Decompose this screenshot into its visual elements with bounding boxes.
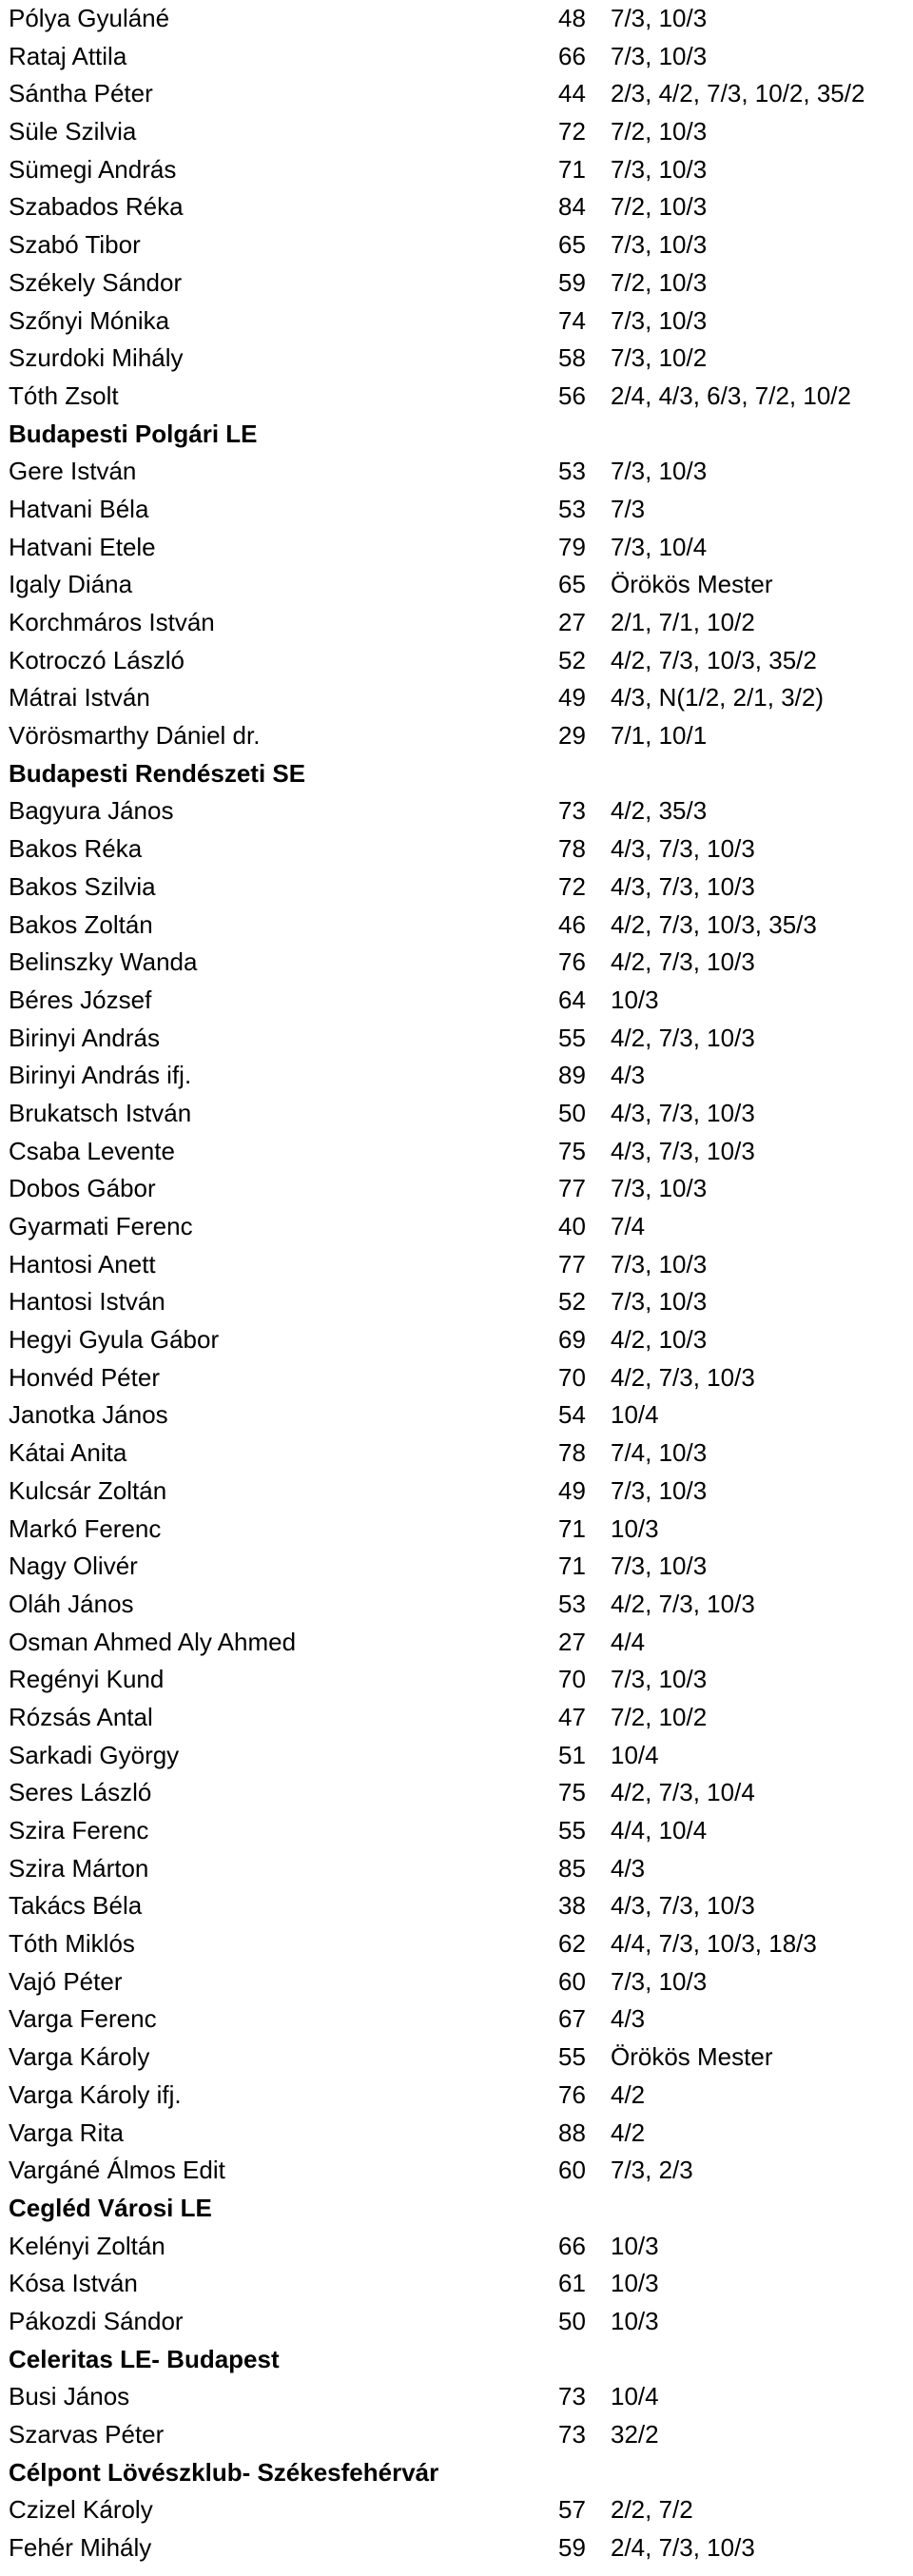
member-age: 70 bbox=[558, 1362, 586, 1392]
club-name: Budapesti Rendészeti SE bbox=[9, 758, 306, 788]
member-name: Tóth Miklós bbox=[9, 1929, 135, 1959]
member-age: 67 bbox=[558, 2004, 586, 2034]
member-row bbox=[0, 2039, 913, 2077]
member-row bbox=[0, 1774, 913, 1812]
member-row bbox=[0, 2529, 913, 2567]
member-age: 88 bbox=[558, 2117, 586, 2147]
member-row bbox=[0, 1095, 913, 1133]
member-codes: 7/2, 10/3 bbox=[611, 117, 708, 146]
member-name: Oláh János bbox=[9, 1589, 134, 1618]
member-row bbox=[0, 642, 913, 680]
member-codes: 4/3 bbox=[611, 1853, 646, 1883]
club-heading bbox=[0, 416, 913, 454]
member-name: Szarvas Péter bbox=[9, 2420, 165, 2449]
member-age: 78 bbox=[558, 834, 586, 864]
member-row bbox=[0, 1699, 913, 1737]
member-row bbox=[0, 2077, 913, 2115]
member-row bbox=[0, 907, 913, 945]
member-age: 77 bbox=[558, 1174, 586, 1203]
member-age: 84 bbox=[558, 192, 586, 222]
member-age: 50 bbox=[558, 1098, 586, 1127]
member-age: 62 bbox=[558, 1929, 586, 1959]
member-row bbox=[0, 1812, 913, 1850]
member-age: 47 bbox=[558, 1702, 586, 1731]
member-codes: 4/3 bbox=[611, 2004, 646, 2034]
member-codes: 7/3, 10/3 bbox=[611, 1287, 708, 1317]
member-row bbox=[0, 378, 913, 416]
member-name: Kósa István bbox=[9, 2269, 138, 2298]
member-age: 60 bbox=[558, 2156, 586, 2185]
member-codes: 4/2, 35/3 bbox=[611, 796, 708, 826]
member-name: Janotka János bbox=[9, 1400, 168, 1430]
member-row bbox=[0, 1737, 913, 1775]
member-codes: 7/3, 10/3 bbox=[611, 1665, 708, 1694]
member-name: Gere István bbox=[9, 457, 137, 486]
member-name: Fehér Mihály bbox=[9, 2533, 152, 2563]
member-row bbox=[0, 2115, 913, 2153]
member-codes: 7/3 bbox=[611, 494, 646, 523]
member-row bbox=[0, 1963, 913, 2001]
member-name: Szurdoki Mihály bbox=[9, 343, 184, 373]
member-name: Birinyi András bbox=[9, 1023, 160, 1052]
member-codes: 7/3, 10/3 bbox=[611, 1966, 708, 1996]
member-codes: 7/3, 10/3 bbox=[611, 1475, 708, 1505]
member-codes: 10/4 bbox=[611, 1400, 659, 1430]
member-name: Rataj Attila bbox=[9, 41, 127, 70]
member-name: Bakos Szilvia bbox=[9, 871, 156, 901]
member-row bbox=[0, 113, 913, 151]
member-codes: 2/1, 7/1, 10/2 bbox=[611, 608, 755, 636]
member-age: 54 bbox=[558, 1400, 586, 1430]
member-name: Igaly Diána bbox=[9, 570, 133, 599]
member-name: Pólya Gyuláné bbox=[9, 4, 170, 32]
member-row bbox=[0, 830, 913, 868]
member-age: 65 bbox=[558, 230, 586, 260]
member-age: 44 bbox=[558, 79, 586, 108]
member-row bbox=[0, 2303, 913, 2341]
member-name: Hatvani Etele bbox=[9, 532, 156, 561]
member-name: Osman Ahmed Aly Ahmed bbox=[9, 1627, 297, 1656]
member-codes: 4/3, 7/3, 10/3 bbox=[611, 834, 755, 864]
member-row bbox=[0, 717, 913, 755]
member-age: 52 bbox=[558, 645, 586, 674]
member-name: Vargáné Álmos Edit bbox=[9, 2156, 225, 2185]
member-name: Szira Ferenc bbox=[9, 1816, 149, 1844]
member-codes: 10/3 bbox=[611, 1513, 659, 1543]
member-codes: Örökös Mester bbox=[611, 570, 773, 599]
member-row bbox=[0, 151, 913, 189]
member-codes: 7/3, 10/3 bbox=[611, 1174, 708, 1203]
member-age: 72 bbox=[558, 117, 586, 146]
member-row bbox=[0, 1850, 913, 1888]
member-age: 58 bbox=[558, 343, 586, 373]
member-age: 71 bbox=[558, 154, 586, 184]
member-codes: 2/4, 4/3, 6/3, 7/2, 10/2 bbox=[611, 381, 851, 410]
member-codes: 4/3, 7/3, 10/3 bbox=[611, 1891, 755, 1921]
member-codes: 4/2, 7/3, 10/3 bbox=[611, 1023, 755, 1052]
member-name: Sántha Péter bbox=[9, 79, 153, 108]
member-age: 89 bbox=[558, 1061, 586, 1090]
member-codes: 10/3 bbox=[611, 2306, 659, 2335]
member-row bbox=[0, 38, 913, 76]
member-name: Takács Béla bbox=[9, 1891, 143, 1921]
member-codes: 7/3, 10/3 bbox=[611, 1249, 708, 1278]
member-row bbox=[0, 1473, 913, 1511]
member-name: Rózsás Antal bbox=[9, 1702, 153, 1731]
member-codes: 4/3, N(1/2, 2/1, 3/2) bbox=[611, 683, 825, 712]
member-codes: 4/4 bbox=[611, 1627, 646, 1656]
club-name: Budapesti Polgári LE bbox=[9, 419, 258, 448]
club-heading bbox=[0, 2454, 913, 2492]
member-age: 48 bbox=[558, 4, 586, 32]
member-name: Belinszky Wanda bbox=[9, 947, 198, 977]
member-name: Dobos Gábor bbox=[9, 1174, 156, 1203]
member-codes: 4/3 bbox=[611, 1061, 646, 1090]
member-codes: 4/2, 7/3, 10/4 bbox=[611, 1778, 755, 1807]
member-name: Bakos Zoltán bbox=[9, 909, 153, 939]
member-name: Birinyi András ifj. bbox=[9, 1061, 192, 1090]
member-name: Bagyura János bbox=[9, 796, 174, 826]
member-age: 51 bbox=[558, 1740, 586, 1769]
member-name: Varga Károly bbox=[9, 2042, 150, 2072]
member-row bbox=[0, 302, 913, 341]
member-age: 69 bbox=[558, 1325, 586, 1355]
member-codes: 2/4, 7/3, 10/3 bbox=[611, 2533, 755, 2563]
member-age: 55 bbox=[558, 1816, 586, 1844]
member-name: Hegyi Gyula Gábor bbox=[9, 1325, 220, 1355]
member-age: 85 bbox=[558, 1853, 586, 1883]
member-codes: 4/2, 10/3 bbox=[611, 1325, 708, 1355]
member-age: 64 bbox=[558, 985, 586, 1014]
member-name: Busi János bbox=[9, 2382, 130, 2411]
member-row bbox=[0, 264, 913, 302]
member-age: 79 bbox=[558, 532, 586, 561]
club-heading bbox=[0, 2341, 913, 2379]
member-name: Hantosi István bbox=[9, 1287, 165, 1317]
member-row bbox=[0, 2378, 913, 2416]
member-row bbox=[0, 1020, 913, 1058]
member-name: Kátai Anita bbox=[9, 1438, 127, 1468]
member-codes: 10/3 bbox=[611, 985, 659, 1014]
member-name: Bakos Réka bbox=[9, 834, 143, 864]
member-age: 60 bbox=[558, 1966, 586, 1996]
member-name: Mátrai István bbox=[9, 683, 150, 712]
member-age: 53 bbox=[558, 1589, 586, 1618]
member-codes: 10/3 bbox=[611, 2231, 659, 2260]
member-row bbox=[0, 1887, 913, 1925]
member-codes: 7/3, 10/3 bbox=[611, 41, 708, 70]
member-age: 72 bbox=[558, 871, 586, 901]
member-row bbox=[0, 1283, 913, 1321]
member-name: Kelényi Zoltán bbox=[9, 2231, 165, 2260]
member-name: Varga Ferenc bbox=[9, 2004, 157, 2034]
member-codes: 4/2, 7/3, 10/3 bbox=[611, 947, 755, 977]
member-row bbox=[0, 944, 913, 982]
member-codes: 4/2, 7/3, 10/3, 35/3 bbox=[611, 909, 817, 939]
member-age: 27 bbox=[558, 1627, 586, 1656]
member-row bbox=[0, 226, 913, 264]
member-row bbox=[0, 0, 913, 38]
club-heading bbox=[0, 755, 913, 793]
member-age: 71 bbox=[558, 1513, 586, 1543]
member-age: 73 bbox=[558, 796, 586, 826]
member-codes: Örökös Mester bbox=[611, 2042, 773, 2072]
member-codes: 7/3, 10/3 bbox=[611, 305, 708, 335]
member-row bbox=[0, 1624, 913, 1662]
member-name: Pákozdi Sándor bbox=[9, 2306, 184, 2335]
member-row bbox=[0, 604, 913, 642]
member-age: 76 bbox=[558, 2079, 586, 2109]
member-row bbox=[0, 792, 913, 830]
member-row bbox=[0, 340, 913, 378]
member-codes: 2/2, 7/2 bbox=[611, 2495, 693, 2525]
member-codes: 4/4, 10/4 bbox=[611, 1816, 708, 1844]
member-row bbox=[0, 982, 913, 1020]
member-row bbox=[0, 2152, 913, 2190]
member-row bbox=[0, 1246, 913, 1284]
club-heading bbox=[0, 2190, 913, 2228]
member-codes: 4/3, 7/3, 10/3 bbox=[611, 1136, 755, 1165]
member-row bbox=[0, 1133, 913, 1171]
member-row bbox=[0, 1661, 913, 1699]
member-row bbox=[0, 491, 913, 529]
member-row bbox=[0, 868, 913, 907]
member-codes: 4/2 bbox=[611, 2079, 646, 2109]
member-age: 76 bbox=[558, 947, 586, 977]
member-name: Korchmáros István bbox=[9, 608, 215, 636]
member-name: Honvéd Péter bbox=[9, 1362, 160, 1392]
member-codes: 4/3, 7/3, 10/3 bbox=[611, 871, 755, 901]
member-name: Székely Sándor bbox=[9, 267, 183, 297]
member-age: 53 bbox=[558, 457, 586, 486]
member-age: 49 bbox=[558, 1475, 586, 1505]
member-name: Hantosi Anett bbox=[9, 1249, 156, 1278]
member-codes: 4/2, 7/3, 10/3 bbox=[611, 1362, 755, 1392]
member-name: Szabados Réka bbox=[9, 192, 184, 222]
member-row bbox=[0, 188, 913, 226]
member-codes: 7/2, 10/3 bbox=[611, 192, 708, 222]
member-row bbox=[0, 2491, 913, 2529]
member-age: 59 bbox=[558, 2533, 586, 2563]
member-codes: 7/1, 10/1 bbox=[611, 721, 708, 751]
member-codes: 4/4, 7/3, 10/3, 18/3 bbox=[611, 1929, 817, 1959]
member-codes: 10/4 bbox=[611, 2382, 659, 2411]
member-name: Csaba Levente bbox=[9, 1136, 175, 1165]
member-codes: 7/3, 10/3 bbox=[611, 154, 708, 184]
member-age: 77 bbox=[558, 1249, 586, 1278]
member-row bbox=[0, 1434, 913, 1473]
member-row bbox=[0, 453, 913, 491]
member-codes: 7/3, 10/3 bbox=[611, 4, 708, 32]
member-codes: 4/3, 7/3, 10/3 bbox=[611, 1098, 755, 1127]
member-age: 70 bbox=[558, 1665, 586, 1694]
member-name: Kotroczó László bbox=[9, 645, 185, 674]
member-row bbox=[0, 1208, 913, 1246]
member-name: Gyarmati Ferenc bbox=[9, 1212, 193, 1240]
member-age: 65 bbox=[558, 570, 586, 599]
member-age: 40 bbox=[558, 1212, 586, 1240]
member-codes: 2/3, 4/2, 7/3, 10/2, 35/2 bbox=[611, 79, 865, 108]
member-codes: 7/3, 10/4 bbox=[611, 532, 708, 561]
member-row bbox=[0, 75, 913, 113]
member-age: 71 bbox=[558, 1551, 586, 1581]
club-name: Celeritas LE- Budapest bbox=[9, 2344, 280, 2373]
member-row bbox=[0, 1170, 913, 1208]
member-age: 75 bbox=[558, 1778, 586, 1807]
member-row bbox=[0, 1511, 913, 1549]
member-codes: 7/3, 10/3 bbox=[611, 1551, 708, 1581]
member-row bbox=[0, 1057, 913, 1095]
member-row bbox=[0, 1548, 913, 1586]
member-codes: 7/2, 10/3 bbox=[611, 267, 708, 297]
member-codes: 32/2 bbox=[611, 2420, 659, 2449]
member-name: Szira Márton bbox=[9, 1853, 149, 1883]
member-row bbox=[0, 2265, 913, 2303]
member-name: Seres László bbox=[9, 1778, 152, 1807]
member-row bbox=[0, 1586, 913, 1624]
member-codes: 7/4, 10/3 bbox=[611, 1438, 708, 1468]
member-age: 56 bbox=[558, 381, 586, 410]
member-name: Nagy Olivér bbox=[9, 1551, 138, 1581]
member-age: 52 bbox=[558, 1287, 586, 1317]
member-name: Tóth Zsolt bbox=[9, 381, 119, 410]
member-age: 61 bbox=[558, 2269, 586, 2298]
member-age: 29 bbox=[558, 721, 586, 751]
member-codes: 7/3, 10/3 bbox=[611, 457, 708, 486]
member-name: Regényi Kund bbox=[9, 1665, 165, 1694]
member-name: Czizel Károly bbox=[9, 2495, 153, 2525]
member-codes: 4/2 bbox=[611, 2117, 646, 2147]
member-name: Szőnyi Mónika bbox=[9, 305, 170, 335]
member-name: Béres József bbox=[9, 985, 152, 1014]
member-age: 59 bbox=[558, 267, 586, 297]
member-name: Sümegi András bbox=[9, 154, 177, 184]
member-codes: 7/2, 10/2 bbox=[611, 1702, 708, 1731]
member-name: Varga Károly ifj. bbox=[9, 2079, 182, 2109]
member-name: Brukatsch István bbox=[9, 1098, 192, 1127]
member-row bbox=[0, 2416, 913, 2454]
member-codes: 7/3, 10/3 bbox=[611, 230, 708, 260]
member-age: 75 bbox=[558, 1136, 586, 1165]
member-row bbox=[0, 2228, 913, 2266]
member-age: 57 bbox=[558, 2495, 586, 2525]
member-codes: 7/4 bbox=[611, 1212, 646, 1240]
member-age: 53 bbox=[558, 494, 586, 523]
member-age: 66 bbox=[558, 2231, 586, 2260]
member-name: Varga Rita bbox=[9, 2117, 124, 2147]
member-row bbox=[0, 1925, 913, 1963]
member-age: 38 bbox=[558, 1891, 586, 1921]
member-age: 55 bbox=[558, 1023, 586, 1052]
member-age: 55 bbox=[558, 2042, 586, 2072]
member-codes: 10/3 bbox=[611, 2269, 659, 2298]
member-age: 73 bbox=[558, 2382, 586, 2411]
member-age: 27 bbox=[558, 608, 586, 636]
club-name: Cegléd Városi LE bbox=[9, 2193, 212, 2222]
club-name: Célpont Lövészklub- Székesfehérvár bbox=[9, 2457, 439, 2487]
member-name: Hatvani Béla bbox=[9, 494, 149, 523]
member-row bbox=[0, 2000, 913, 2039]
member-name: Vajó Péter bbox=[9, 1966, 123, 1996]
member-name: Sarkadi György bbox=[9, 1740, 180, 1769]
member-name: Szabó Tibor bbox=[9, 230, 141, 260]
member-row bbox=[0, 1321, 913, 1359]
member-name: Vörösmarthy Dániel dr. bbox=[9, 721, 261, 751]
member-codes: 10/4 bbox=[611, 1740, 659, 1769]
member-age: 73 bbox=[558, 2420, 586, 2449]
member-row bbox=[0, 529, 913, 567]
member-age: 66 bbox=[558, 41, 586, 70]
member-name: Markó Ferenc bbox=[9, 1513, 162, 1543]
member-row bbox=[0, 679, 913, 717]
member-row bbox=[0, 566, 913, 604]
member-name: Süle Szilvia bbox=[9, 117, 137, 146]
member-row bbox=[0, 1359, 913, 1397]
member-age: 78 bbox=[558, 1438, 586, 1468]
member-codes: 4/2, 7/3, 10/3 bbox=[611, 1589, 755, 1618]
member-age: 49 bbox=[558, 683, 586, 712]
member-name: Kulcsár Zoltán bbox=[9, 1475, 167, 1505]
member-age: 46 bbox=[558, 909, 586, 939]
member-codes: 7/3, 2/3 bbox=[611, 2156, 693, 2185]
member-codes: 4/2, 7/3, 10/3, 35/2 bbox=[611, 645, 817, 674]
member-age: 50 bbox=[558, 2306, 586, 2335]
member-age: 74 bbox=[558, 305, 586, 335]
member-codes: 7/3, 10/2 bbox=[611, 343, 708, 373]
member-row bbox=[0, 1396, 913, 1434]
